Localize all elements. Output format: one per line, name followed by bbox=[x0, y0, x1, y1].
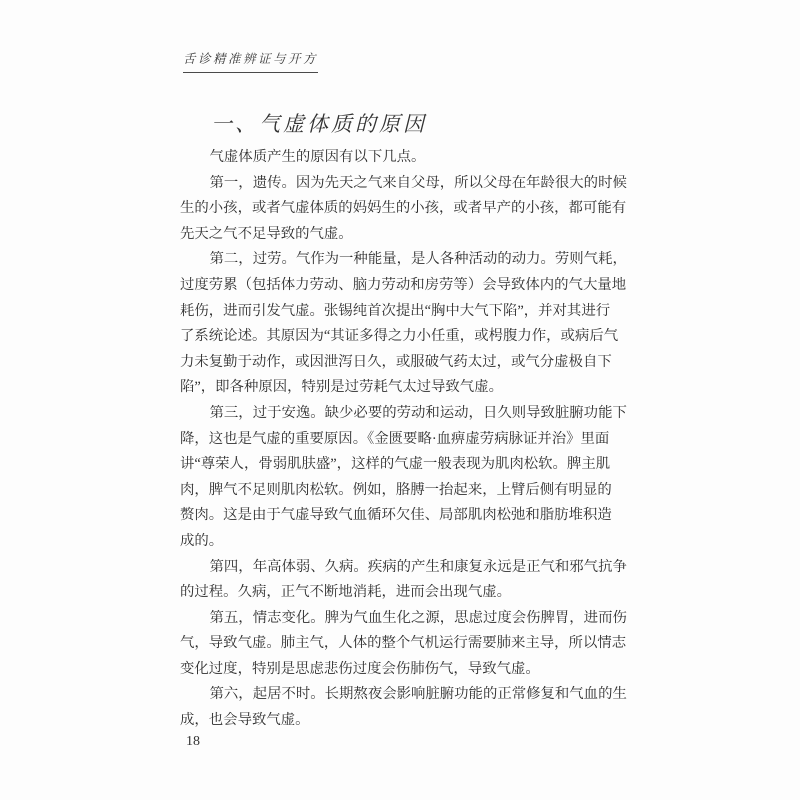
text-line: 成，也会导致气虚。 bbox=[180, 712, 310, 729]
body-text bbox=[180, 145, 632, 734]
text-line: 先天之气不足导致的气虚。 bbox=[180, 225, 353, 242]
text-line: 讲“尊荣人，骨弱肌肤盛”，这样的气虚一般表现为肌肉松软。脾主肌 bbox=[180, 456, 611, 473]
text-line: 了系统论述。其原因为“其证多得之力小任重，或枵腹力作，或病后气 bbox=[180, 328, 619, 345]
section-title: 一、气虚体质的原因 bbox=[211, 112, 427, 136]
text-line: 赘肉。这是由于气虚导致气血循环欠佳、局部肌肉松弛和脂肪堆积造 bbox=[180, 507, 612, 524]
book-title: 舌诊精准辨证与开方 bbox=[183, 49, 318, 73]
text-line: 第一，遗传。因为先天之气来自父母，所以父母在年龄很大的时候 bbox=[209, 174, 627, 191]
text-line: 气，导致气虚。肺主气，人体的整个气机运行需要肺来主导，所以情志 bbox=[180, 635, 627, 652]
text-line: 第六，起居不时。长期熬夜会影响脏腑功能的正常修复和气血的生 bbox=[209, 686, 627, 703]
text-line: 肉，脾气不足则肌肉松软。例如，胳膊一抬起来，上臂后侧有明显的 bbox=[180, 481, 612, 498]
text-line: 降，这也是气虚的重要原因。《金匮要略·血痹虚劳病脉证并治》里面 bbox=[180, 430, 610, 447]
running-header bbox=[183, 49, 318, 73]
text-line: 第四，年高体弱、久病。疾病的产生和康复永远是正气和邪气抗争 bbox=[209, 558, 627, 575]
text-line: 气虚体质产生的原因有以下几点。 bbox=[209, 149, 426, 165]
text-line: 第二，过劳。气作为一种能量，是人各种活动的动力。劳则气耗， bbox=[209, 251, 627, 268]
text-line: 生的小孩，或者气虚体质的妈妈生的小孩，或者早产的小孩，都可能有 bbox=[180, 200, 627, 217]
text-line: 力未复勤于动作，或因泄泻日久，或服破气药太过，或气分虚极自下 bbox=[180, 353, 612, 370]
text-line: 耗伤，进而引发气虚。张锡纯首次提出“胸中大气下陷”，并对其进行 bbox=[180, 302, 611, 319]
text-line: 第三，过于安逸。缺少必要的劳动和运动，日久则导致脏腑功能下 bbox=[209, 404, 627, 421]
text-line: 第五，情志变化。脾为气血生化之源，思虑过度会伤脾胃，进而伤 bbox=[209, 609, 627, 626]
text-line: 的过程。久病，正气不断地消耗，进而会出现气虚。 bbox=[180, 584, 511, 601]
page-number: 18 bbox=[186, 734, 200, 749]
text-line: 陷”，即各种原因，特别是过劳耗气太过导致气虚。 bbox=[180, 379, 503, 396]
text-line: 变化过度，特别是思虑悲伤过度会伤肺伤气，导致气虚。 bbox=[180, 660, 540, 677]
text-line: 成的。 bbox=[180, 532, 224, 549]
text-line: 过度劳累（包括体力劳动、脑力劳动和房劳等）会导致体内的气大量地 bbox=[180, 276, 627, 293]
